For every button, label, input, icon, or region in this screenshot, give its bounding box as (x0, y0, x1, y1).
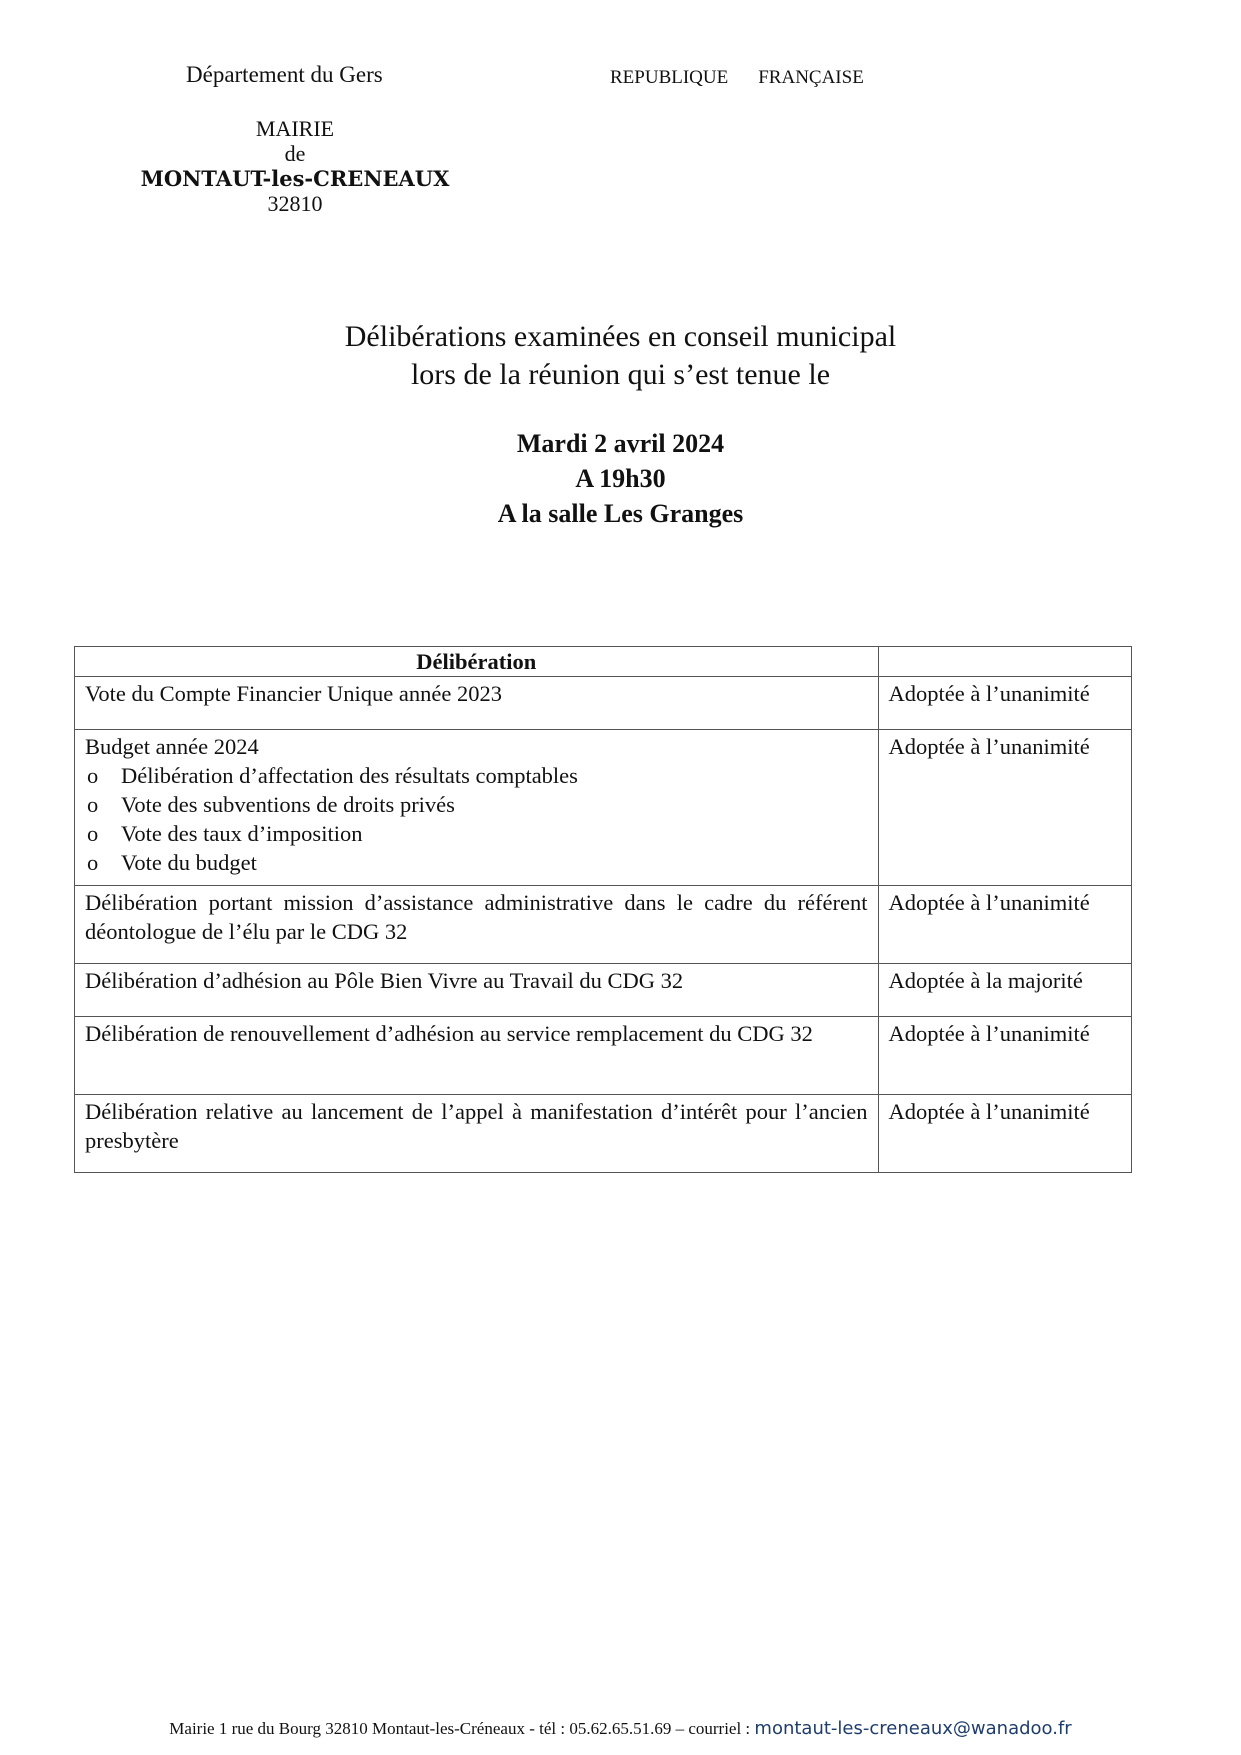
list-item-text: Délibération d’affectation des résultats comptables (121, 763, 578, 788)
deliberations-table (74, 646, 1132, 1173)
row-status: Adoptée à la majorité (878, 964, 1131, 1017)
table-row (75, 964, 1132, 1017)
francaise-word: FRANÇAISE (758, 67, 864, 88)
table-row (75, 677, 1132, 730)
meeting-time: A 19h30 (575, 464, 666, 493)
postcode: 32810 (267, 191, 323, 216)
row-status: Adoptée à l’unanimité (878, 1095, 1131, 1173)
town-name: MONTAUT-les-CRENEAUX (140, 166, 450, 191)
department-label: Département du Gers (186, 62, 383, 87)
row-budget (75, 730, 879, 886)
mairie-label: MAIRIE (255, 116, 335, 141)
table-row (75, 886, 1132, 964)
list-item-text: Vote des taux d’imposition (121, 821, 363, 846)
page-title (0, 318, 1241, 394)
footer-email: montaut-les-creneaux@wanadoo.fr (754, 1718, 1072, 1739)
row-status: Adoptée à l’unanimité (878, 1017, 1131, 1095)
list-item (85, 790, 868, 819)
bullet-icon: o (87, 850, 99, 875)
header-deliberation: Délibération (75, 647, 879, 677)
row-text: Budget année 2024 (85, 734, 259, 759)
row-text: Vote du Compte Financier Unique année 2023 (75, 677, 879, 730)
list-item (85, 848, 868, 877)
row-status: Adoptée à l’unanimité (878, 730, 1131, 886)
row-status: Adoptée à l’unanimité (878, 886, 1131, 964)
mairie-block (100, 116, 490, 216)
table-row (75, 730, 1132, 886)
header-status (878, 647, 1131, 677)
list-item (85, 819, 868, 848)
meeting-date: Mardi 2 avril 2024 (516, 429, 725, 458)
title-line-2: lors de la réunion qui s’est tenue le (410, 358, 831, 391)
row-status: Adoptée à l’unanimité (878, 677, 1131, 730)
row-text: Délibération d’adhésion au Pôle Bien Vivre au Travail du CDG 32 (75, 964, 879, 1017)
table-row (75, 1017, 1132, 1095)
footer-address: Mairie 1 rue du Bourg 32810 Montaut-les-Créneaux - tél : 05.62.65.51.69 – courriel : (169, 1719, 751, 1738)
row-text: Délibération de renouvellement d’adhésion au service remplacement du CDG 32 (75, 1017, 879, 1095)
bullet-icon: o (87, 792, 99, 817)
list-item (85, 761, 868, 790)
row-text: Délibération portant mission d’assistance administrative dans le cadre du référent déontologue de l’élu par le CDG 32 (75, 886, 879, 964)
list-item-text: Vote des subventions de droits privés (121, 792, 455, 817)
bullet-icon: o (87, 821, 99, 846)
budget-list (85, 761, 868, 877)
table-header-row (75, 647, 1132, 677)
footer (0, 1718, 1241, 1739)
list-item-text: Vote du budget (121, 850, 257, 875)
meeting-place: A la salle Les Granges (497, 499, 744, 528)
de-label: de (284, 141, 306, 166)
bullet-icon: o (87, 763, 99, 788)
title-line-1: Délibérations examinées en conseil municipal (344, 320, 897, 353)
table-row (75, 1095, 1132, 1173)
republic-label (610, 67, 864, 89)
republic-word: REPUBLIQUE (610, 67, 729, 88)
row-text: Délibération relative au lancement de l’appel à manifestation d’intérêt pour l’ancien presbytère (75, 1095, 879, 1173)
meeting-info (0, 426, 1241, 531)
